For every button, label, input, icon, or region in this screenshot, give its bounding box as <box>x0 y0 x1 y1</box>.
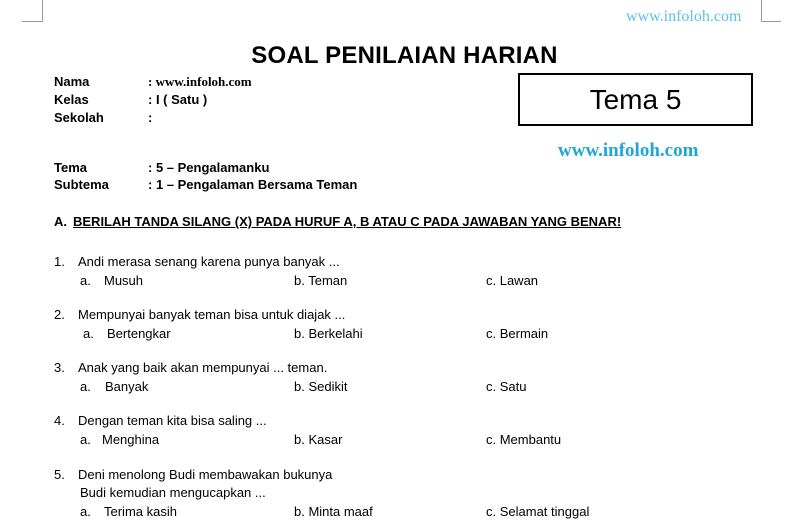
option-c: c. Lawan <box>486 273 539 288</box>
option-b: b. Kasar <box>294 432 343 447</box>
option-c: c. Bermain <box>486 326 549 341</box>
page-corner-mark <box>761 0 763 22</box>
info-label: Sekolah <box>54 110 104 125</box>
option-b: b. Minta maaf <box>294 504 373 519</box>
question-text: Dengan teman kita bisa saling ... <box>78 413 267 428</box>
option-c: c. Satu <box>486 379 527 394</box>
info-value: : 5 – Pengalamanku <box>148 160 270 175</box>
question-number: 4. <box>54 413 65 428</box>
info-label: Nama <box>54 74 90 89</box>
info-value: : www.infoloh.com <box>148 74 252 89</box>
page-corner-mark <box>41 0 43 22</box>
section-letter: A. <box>54 214 67 229</box>
question-text: Budi kemudian mengucapkan ... <box>80 485 266 500</box>
question-text: Andi merasa senang karena punya banyak ... <box>78 254 340 269</box>
option-letter-a: a. <box>80 273 91 288</box>
option-b: b. Sedikit <box>294 379 348 394</box>
option-b: b. Berkelahi <box>294 326 363 341</box>
watermark-middle: www.infoloh.com <box>558 140 699 161</box>
option-a: Terima kasih <box>104 504 177 519</box>
info-label: Kelas <box>54 92 89 107</box>
info-label: Subtema <box>54 177 109 192</box>
option-a: Banyak <box>105 379 149 394</box>
info-value: : I ( Satu ) <box>148 92 208 107</box>
question-number: 1. <box>54 254 65 269</box>
info-value: : <box>148 110 153 125</box>
question-number: 3. <box>54 360 65 375</box>
page-corner-mark <box>22 21 42 22</box>
question-text: Anak yang baik akan mempunyai ... teman. <box>78 360 328 375</box>
option-a: Bertengkar <box>107 326 171 341</box>
option-a: Musuh <box>104 273 144 288</box>
tema-box <box>518 73 753 126</box>
option-c: c. Selamat tinggal <box>486 504 590 519</box>
question-text: Mempunyai banyak teman bisa untuk diajak ... <box>78 307 346 322</box>
instruction-text: BERILAH TANDA SILANG (X) PADA HURUF A, B ATAU C PADA JAWABAN YANG BENAR! <box>73 214 622 229</box>
option-letter-a: a. <box>80 504 91 519</box>
option-a: Menghina <box>102 432 160 447</box>
question-number: 5. <box>54 467 65 482</box>
info-label: Tema <box>54 160 87 175</box>
option-letter-a: a. <box>80 379 91 394</box>
section-instruction <box>54 214 621 229</box>
option-letter-a: a. <box>80 432 91 447</box>
info-value: : 1 – Pengalaman Bersama Teman <box>148 177 358 192</box>
question-number: 2. <box>54 307 65 322</box>
page-title: SOAL PENILAIAN HARIAN <box>251 42 558 69</box>
watermark-top: www.infoloh.com <box>626 8 742 25</box>
page-corner-mark <box>761 21 781 22</box>
tema-box-label: Tema 5 <box>589 83 682 115</box>
option-c: c. Membantu <box>486 432 562 447</box>
question-text: Deni menolong Budi membawakan bukunya <box>78 467 333 482</box>
option-letter-a: a. <box>83 326 94 341</box>
option-b: b. Teman <box>294 273 348 288</box>
